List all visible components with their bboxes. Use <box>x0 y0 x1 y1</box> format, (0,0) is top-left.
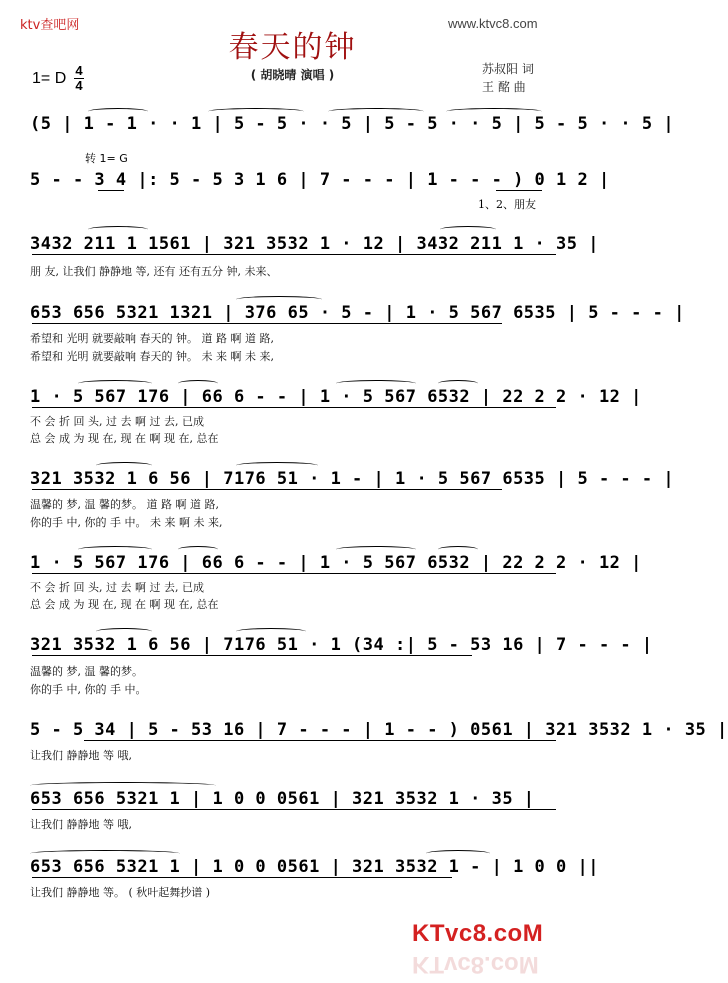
notation-row-10: 653 656 5321 1 | 1 0 0 0561 | 321 3532 1 · 35 | <box>30 789 535 809</box>
slur-mark <box>236 628 306 635</box>
notation-row-1: (5 | 1 - 1 · · 1 | 5 - 5 · · 5 | 5 - 5 · · 5 | 5 - 5 · · 5 | <box>30 114 675 134</box>
underline-mark <box>84 740 556 741</box>
slur-mark <box>236 462 318 469</box>
notation-row-11: 653 656 5321 1 | 1 0 0 0561 | 321 3532 1 - | 1 0 0 || <box>30 857 599 877</box>
lyricist-credit: 苏叔阳 词 <box>482 62 534 76</box>
underline-mark <box>32 809 556 810</box>
underline-mark <box>32 655 472 656</box>
lyric-line: 让我们 静静地 等。 ( 秋叶起舞抄谱 ) <box>30 886 211 899</box>
slur-mark <box>336 380 416 387</box>
site-url-top-right[interactable]: www.ktvc8.com <box>448 16 538 31</box>
slur-mark <box>30 850 180 857</box>
lyric-line: 你的手 中, 你的 手 中。 未 来 啊 未 来, <box>30 516 223 529</box>
time-signature-top: 4 <box>75 63 83 78</box>
modulation-mark: 转 1= G <box>85 152 128 165</box>
slur-mark <box>88 226 148 233</box>
notation-row-2: 5 - - 3 4 |: 5 - 5 3 1 6 | 7 - - - | 1 - - - ) 0 1 2 | <box>30 170 610 190</box>
notation-row-7: 1 · 5 567 176 | 66 6 - - | 1 · 5 567 6532 | 22 2 2 · 12 | <box>30 553 642 573</box>
lyric-line: 温馨的 梦, 温 馨的梦。 道 路 啊 道 路, <box>30 498 219 511</box>
composer-credit: 王 酩 曲 <box>482 80 526 94</box>
slur-mark <box>336 546 416 553</box>
song-title: 春天的钟 <box>228 30 357 65</box>
notation-row-8: 321 3532 1 6 56 | 7176 51 · 1 (34 :| 5 - 53 16 | 7 - - - | <box>30 635 653 655</box>
lyric-line: 让我们 静静地 等 哦, <box>30 749 132 762</box>
slur-mark <box>96 462 152 469</box>
slur-mark <box>438 546 478 553</box>
slur-mark <box>438 380 478 387</box>
key-signature: 1= D <box>32 70 67 87</box>
underline-mark <box>32 407 556 408</box>
underline-mark <box>32 254 556 255</box>
slur-mark <box>96 628 152 635</box>
slur-mark <box>178 546 218 553</box>
lyric-line: 希望和 光明 就要敲响 春天的 钟。 道 路 啊 道 路, <box>30 332 274 345</box>
notation-row-5: 1 · 5 567 176 | 66 6 - - | 1 · 5 567 6532 | 22 2 2 · 12 | <box>30 387 642 407</box>
notation-row-6: 321 3532 1 6 56 | 7176 51 · 1 - | 1 · 5 567 6535 | 5 - - - | <box>30 469 675 489</box>
site-logo-watermark: KTvc8.coM <box>412 920 544 947</box>
site-logo-reflection: KTvc8.coM <box>412 951 539 978</box>
singer-credit: ( 胡晓晴 演唱 ) <box>250 68 335 82</box>
slur-mark <box>426 850 490 857</box>
verse-label: 1、2、朋友 <box>478 198 536 211</box>
time-signature <box>74 64 84 93</box>
slur-mark <box>178 380 218 387</box>
notation-row-9: 5 - 5 34 | 5 - 53 16 | 7 - - - | 1 - - ) 0561 | 321 3532 1 · 35 | <box>30 720 728 740</box>
notation-row-3: 3432 211 1 1561 | 321 3532 1 · 12 | 3432 211 1 · 35 | <box>30 234 599 254</box>
notation-row-4: 653 656 5321 1321 | 376 65 · 5 - | 1 · 5 567 6535 | 5 - - - | <box>30 303 685 323</box>
underline-mark <box>32 573 556 574</box>
slur-mark <box>236 296 322 303</box>
lyric-line: 不 会 折 回 头, 过 去 啊 过 去, 已成 <box>30 415 204 428</box>
underline-mark <box>496 190 542 191</box>
lyric-line: 希望和 光明 就要敲响 春天的 钟。 未 来 啊 未 来, <box>30 350 274 363</box>
lyric-line: 温馨的 梦, 温 馨的梦。 <box>30 665 143 678</box>
lyric-line: 总 会 成 为 现 在, 现 在 啊 现 在, 总在 <box>30 598 219 611</box>
time-signature-bottom: 4 <box>75 78 83 93</box>
lyric-line: 朋 友, 让我们 静静地 等, 还有 还有五分 钟, 未来、 <box>30 265 278 278</box>
underline-mark <box>32 489 502 490</box>
underline-mark <box>98 190 124 191</box>
lyric-line: 你的手 中, 你的 手 中。 <box>30 683 147 696</box>
underline-mark <box>32 877 452 878</box>
slur-mark <box>78 380 152 387</box>
lyric-line: 总 会 成 为 现 在, 现 在 啊 现 在, 总在 <box>30 432 219 445</box>
lyric-line: 不 会 折 回 头, 过 去 啊 过 去, 已成 <box>30 581 204 594</box>
site-name-top-left[interactable]: ktv查吧网 <box>20 18 80 33</box>
slur-mark <box>30 782 216 789</box>
slur-mark <box>78 546 152 553</box>
underline-mark <box>32 323 502 324</box>
slur-mark <box>440 226 496 233</box>
lyric-line: 让我们 静静地 等 哦, <box>30 818 132 831</box>
